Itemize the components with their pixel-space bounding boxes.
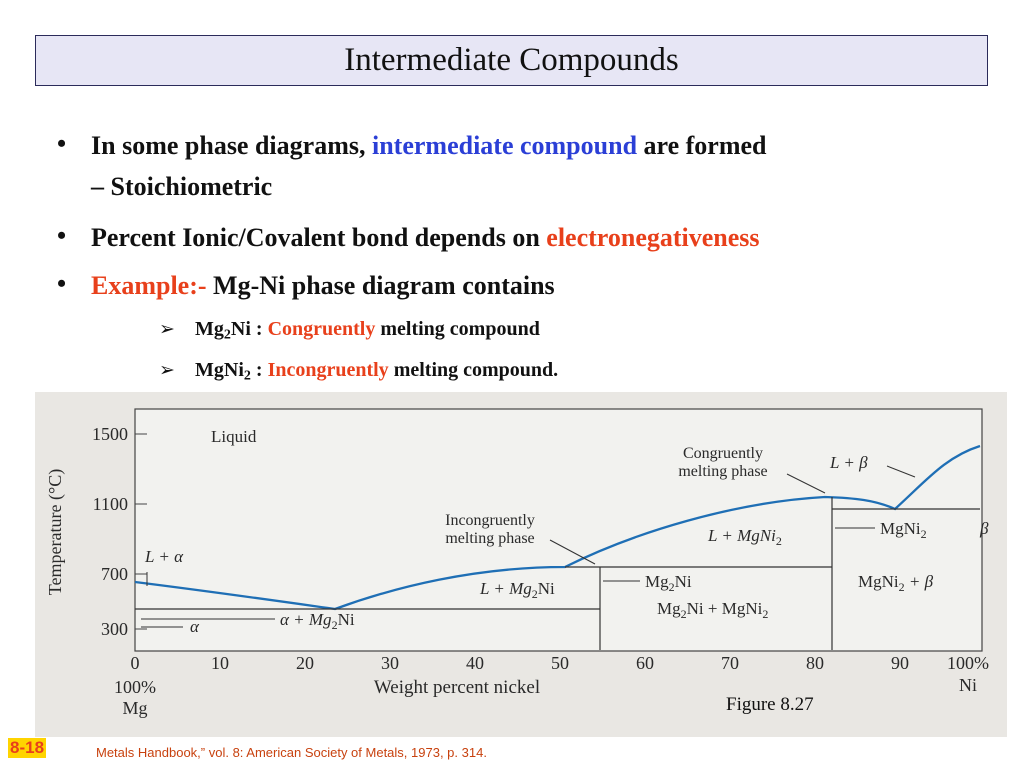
formula-part: Mg [195,318,224,340]
region-beta: β [980,519,989,538]
x-tick-label: 80 [806,653,824,673]
formula-part: MgNi [195,359,244,381]
y-tick-label: 1100 [92,494,128,514]
subscript: 2 [762,607,769,621]
x-axis-label: Weight percent nickel [373,677,541,698]
region-l-mg2ni [479,579,555,601]
incongruent-annotation: melting phase [445,530,535,547]
region-part: Mg [657,599,681,618]
bullet-1 [91,129,767,163]
right-end-label: Ni [959,675,977,695]
sub-bullet-1-text: melting compound [375,318,540,340]
region-part: Ni + MgNi [686,599,763,618]
region-part: + β [904,572,934,591]
x-tick-label: 20 [296,653,314,673]
subscript: 2 [668,580,675,594]
x-tick-label: 90 [891,653,909,673]
bullet-2-text: Percent Ionic/Covalent bond depends on [91,223,547,252]
region-liquid: Liquid [211,427,257,446]
figure-caption: Figure 8.27 [726,694,814,715]
region-l-mg2ni-tail: Ni [537,579,555,598]
subscript: 2 [920,527,927,541]
formula-subscript: 2 [243,368,251,384]
phase-diagram-svg [35,392,1007,737]
left-end-label: Mg [122,698,148,718]
bullet-2-highlight: electronegativeness [546,223,760,252]
x-tick-label: 50 [551,653,569,673]
y-tick-label: 300 [101,619,128,639]
y-axis-label: Temperature (°C) [45,468,65,596]
sub-bullet-arrow-icon: ➢ [159,359,175,381]
bullet-1-tail: are formed [637,131,767,160]
x-tick-label: 0 [130,653,140,673]
x-tick-label: 100% [947,653,989,673]
region-l-alpha: L + α [145,547,184,566]
bullet-marker: • [57,269,67,298]
subscript: 2 [331,618,338,632]
bullet-1-line2: – Stoichiometric [91,172,273,201]
y-tick-label: 700 [101,564,128,584]
subscript: 2 [898,580,905,594]
subscript: 2 [680,607,687,621]
sub-bullet-1-highlight: Congruently [267,318,376,340]
region-mgni2-beta [858,572,934,594]
congruent-annotation: melting phase [678,463,768,480]
region-mg2ni-tail: Ni [674,572,692,591]
plot-frame [135,409,982,651]
region-l-mgni2 [707,526,782,548]
region-mg2ni-part: Mg [645,572,669,591]
region-alpha-mg2ni [280,610,355,632]
region-l-mg2ni-part: L + Mg [480,579,532,598]
bullet-3 [91,269,555,303]
bullet-2 [91,221,760,255]
x-tick-label: 40 [466,653,484,673]
region-alpha-mg2ni-tail: Ni [337,610,355,629]
sub-bullet-arrow-icon: ➢ [159,318,175,340]
region-mgni2 [880,519,927,541]
bullet-3-text: Mg-Ni phase diagram contains [206,271,555,300]
region-alpha-mg2ni-part: α + Mg [280,610,332,629]
bullet-marker: • [57,129,67,158]
sub-bullet-2-text: melting compound. [388,359,559,381]
sub-bullet-2 [195,359,558,385]
slide-title: Intermediate Compounds [35,35,988,86]
y-axis [45,424,147,639]
x-tick-label: 70 [721,653,739,673]
sub-bullet-1 [195,318,540,344]
subscript: 2 [775,534,782,548]
region-part: MgNi [880,519,921,538]
x-tick-label: 10 [211,653,229,673]
formula-subscript: 2 [223,327,231,343]
phase-diagram-figure [35,392,1007,737]
left-end-label: 100% [114,677,156,697]
region-l-beta: L + β [830,453,868,472]
bullet-3-highlight: Example:- [91,271,207,300]
x-tick-label: 60 [636,653,654,673]
region-part: MgNi [858,572,899,591]
y-tick-label: 1500 [92,424,128,444]
sub-bullet-2-highlight: Incongruently [267,359,389,381]
citation: Metals Handbook,” vol. 8: American Society of Metals, 1973, p. 314. [96,745,487,760]
bullet-1-text: In some phase diagrams, [91,131,372,160]
bullet-marker: • [57,221,67,250]
region-mg2ni [645,572,692,594]
congruent-annotation: Congruently [683,445,763,462]
region-part: L + MgNi [708,526,776,545]
region-alpha: α [190,617,199,636]
region-mg2ni-mgni2 [657,599,768,621]
slide-number: 8-18 [10,738,45,757]
formula-part: Ni : [230,318,268,340]
subscript: 2 [531,587,538,601]
bullet-1-highlight: intermediate compound [371,131,638,160]
formula-part: : [250,359,268,381]
x-axis [114,653,989,718]
incongruent-annotation: Incongruently [445,512,535,529]
x-tick-label: 30 [381,653,399,673]
